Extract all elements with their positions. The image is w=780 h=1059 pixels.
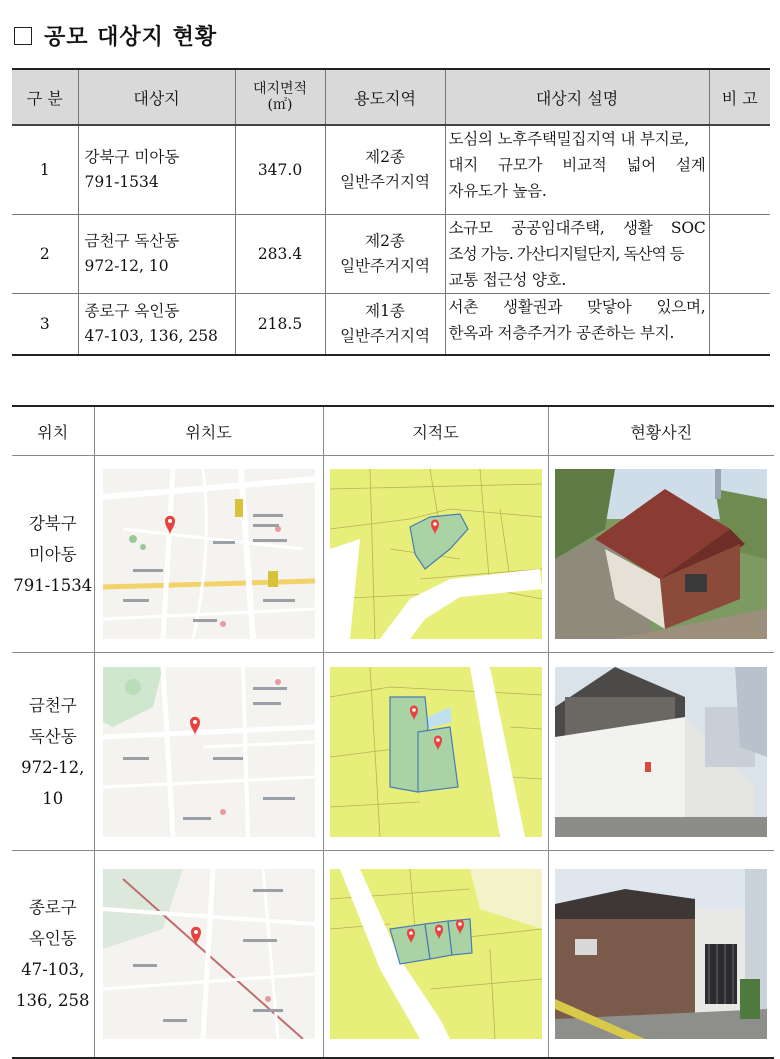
row-remarks [709, 215, 770, 294]
zone-line: 제2종 [365, 232, 405, 250]
row-description [445, 294, 709, 356]
location-map-image [103, 869, 315, 1039]
row-area: 218.5 [235, 294, 325, 356]
location-line: 옥인동 [28, 929, 77, 948]
location-line: 독산동 [28, 726, 77, 746]
table-header-row [12, 406, 774, 456]
location-map-cell [94, 653, 323, 851]
cadastral-map-image [330, 869, 542, 1039]
row-site [78, 125, 235, 215]
header-remarks: 비 고 [709, 69, 770, 125]
checkbox-icon [14, 27, 32, 45]
zone-line: 제2종 [365, 148, 405, 166]
header-location-map: 위치도 [94, 406, 323, 456]
row-no: 2 [12, 215, 78, 294]
row-area: 283.4 [235, 215, 325, 294]
location-line: 972-12, [21, 757, 85, 777]
cadastral-map-image [330, 469, 542, 639]
desc-line: 서촌 생활권과 맞닿아 있으며, [448, 298, 706, 316]
location-cell [12, 456, 94, 653]
desc-line: 교통 접근성 양호. [448, 271, 567, 289]
location-line: 종로구 [28, 898, 77, 917]
row-remarks [709, 125, 770, 215]
header-photo: 현황사진 [548, 406, 774, 456]
table-row [12, 215, 770, 294]
site-photo-image [555, 469, 767, 639]
desc-line: 소규모 공공임대주택, 생활 SOC [448, 219, 706, 237]
row-description [445, 215, 709, 294]
row-site [78, 215, 235, 294]
site-line: 종로구 옥인동 [84, 302, 180, 320]
location-line: 47-103, [21, 960, 85, 979]
header-zoning: 용도지역 [325, 69, 445, 125]
location-line: 금천구 [28, 695, 77, 715]
table-row [12, 653, 774, 851]
header-description: 대상지 설명 [445, 69, 709, 125]
site-line: 791-1534 [84, 173, 159, 191]
location-line: 791-1534 [13, 575, 93, 595]
desc-line: 대지 규모가 비교적 넓어 설계 [448, 156, 706, 174]
location-cell [12, 653, 94, 851]
desc-line: 조성 가능. 가산디지털단지, 독산역 등 [448, 245, 684, 263]
section-heading [14, 20, 217, 51]
site-line: 강북구 미아동 [84, 148, 180, 166]
zone-line: 일반주거지역 [340, 257, 430, 275]
location-cell [12, 851, 94, 1059]
cadastral-map-cell [323, 653, 548, 851]
row-remarks [709, 294, 770, 356]
cadastral-map-image [330, 667, 542, 837]
site-photo-image [555, 869, 767, 1039]
table-row [12, 294, 770, 356]
zone-line: 제1종 [365, 302, 405, 320]
location-line: 10 [42, 788, 64, 808]
site-summary-table [12, 68, 770, 356]
row-site [78, 294, 235, 356]
zone-line: 일반주거지역 [340, 327, 430, 345]
table-row [12, 456, 774, 653]
row-area: 347.0 [235, 125, 325, 215]
cadastral-map-cell [323, 456, 548, 653]
desc-line: 한옥과 저층주거가 공존하는 부지. [448, 324, 675, 342]
header-location: 위치 [12, 406, 94, 456]
location-line: 미아동 [28, 544, 77, 564]
heading-text: 공모 대상지 현황 [44, 25, 218, 50]
header-no: 구 분 [12, 69, 78, 125]
zone-line: 일반주거지역 [340, 173, 430, 191]
table-row [12, 125, 770, 215]
table-row [12, 851, 774, 1059]
header-cadastral-map: 지적도 [323, 406, 548, 456]
row-zoning [325, 125, 445, 215]
location-line: 강북구 [28, 513, 77, 533]
site-images-table [12, 405, 774, 1059]
table-header-row [12, 69, 770, 125]
site-line: 47-103, 136, 258 [84, 327, 218, 345]
row-no: 3 [12, 294, 78, 356]
header-area [235, 69, 325, 125]
header-area-unit: (㎡) [267, 97, 293, 113]
photo-cell [548, 456, 774, 653]
photo-cell [548, 851, 774, 1059]
row-no: 1 [12, 125, 78, 215]
location-map-image [103, 667, 315, 837]
location-line: 136, 258 [16, 991, 90, 1010]
header-area-label: 대지면적 [252, 81, 308, 97]
location-map-image [103, 469, 315, 639]
row-zoning [325, 215, 445, 294]
site-photo-image [555, 667, 767, 837]
cadastral-map-cell [323, 851, 548, 1059]
photo-cell [548, 653, 774, 851]
desc-line: 자유도가 높음. [448, 182, 547, 200]
row-zoning [325, 294, 445, 356]
site-line: 972-12, 10 [84, 257, 169, 275]
location-map-cell [94, 851, 323, 1059]
site-line: 금천구 독산동 [84, 232, 180, 250]
header-site: 대상지 [78, 69, 235, 125]
desc-line: 도심의 노후주택밀집지역 내 부지로, [448, 130, 690, 148]
row-description [445, 125, 709, 215]
location-map-cell [94, 456, 323, 653]
